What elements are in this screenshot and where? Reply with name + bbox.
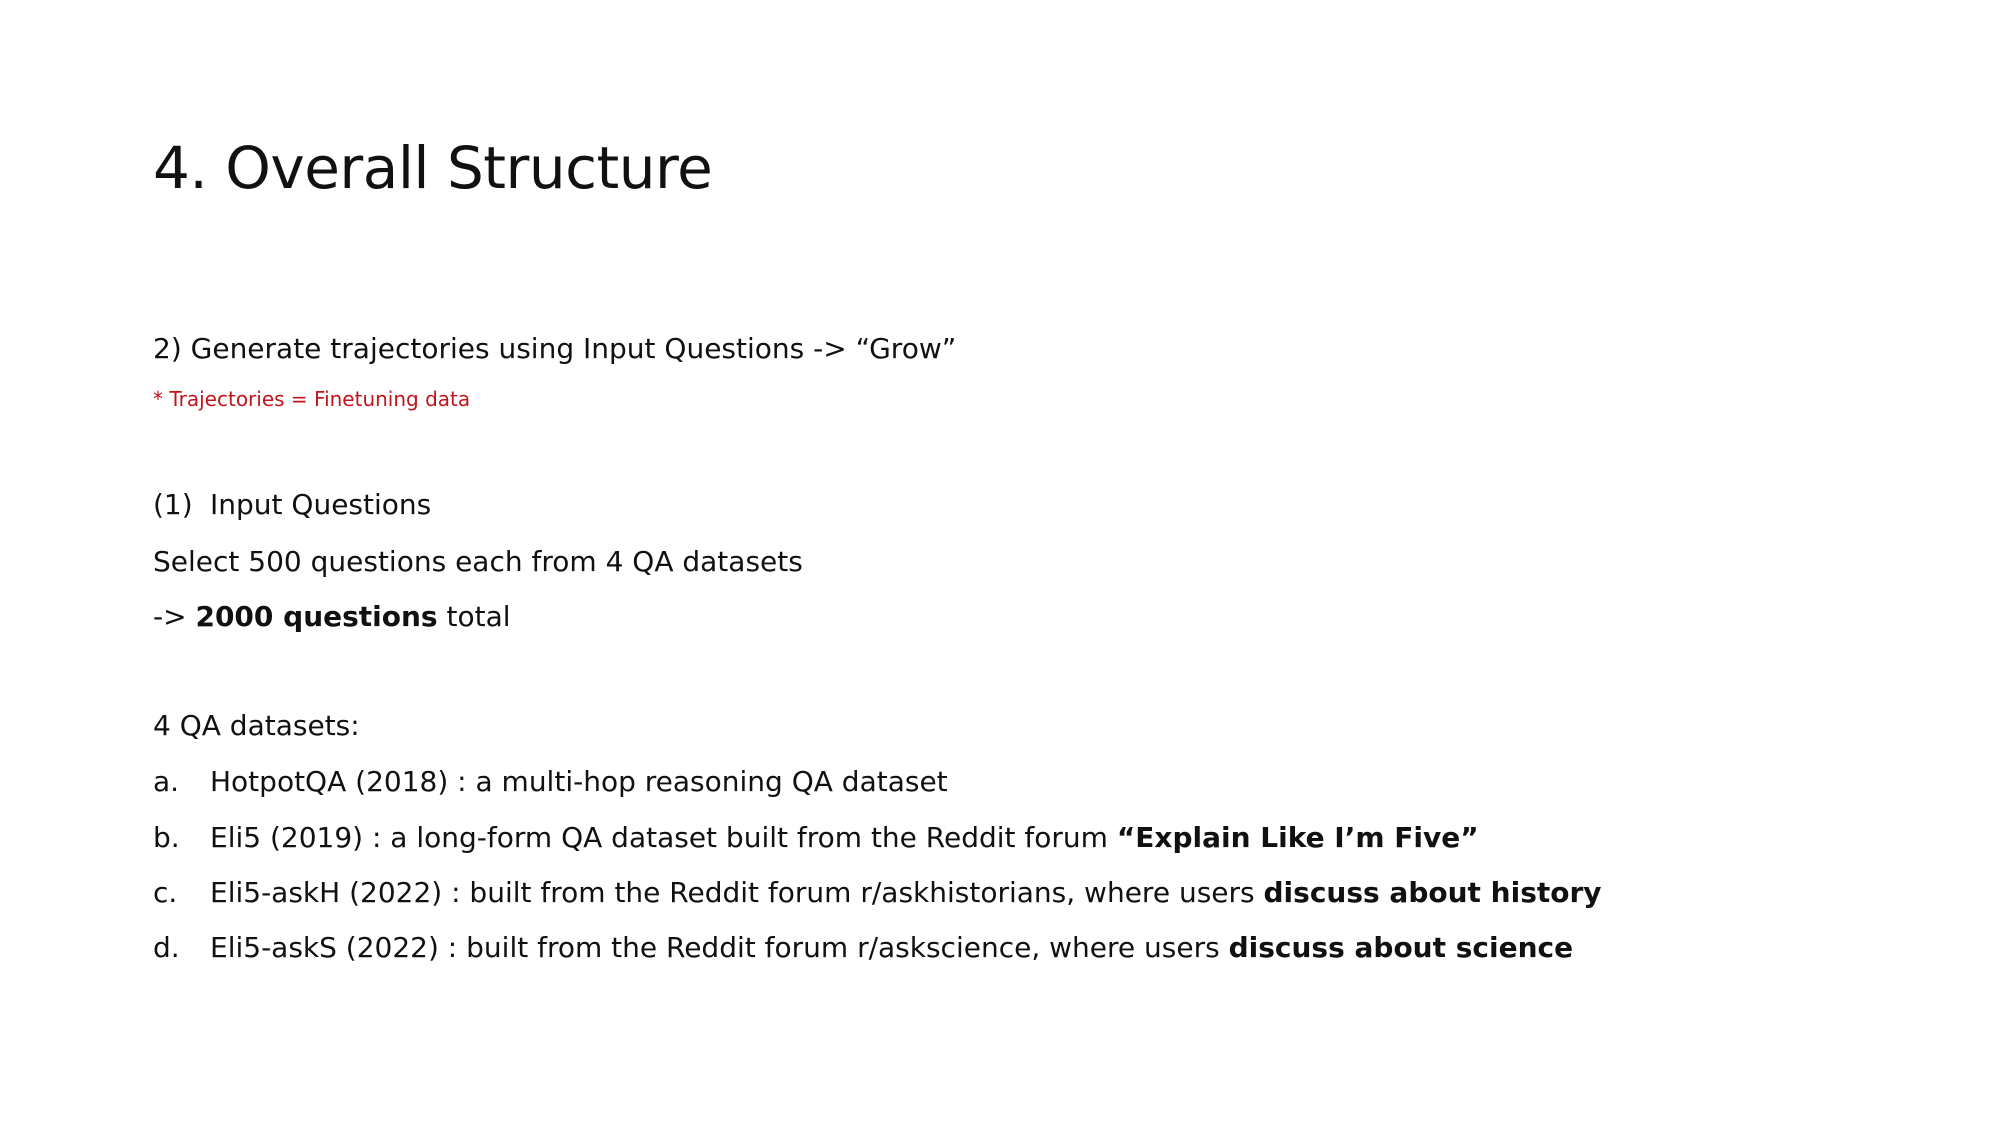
list-marker: a. xyxy=(153,765,180,798)
dataset-description: HotpotQA (2018) : a multi-hop reasoning QA dataset xyxy=(210,765,948,798)
dataset-emphasis: discuss about science xyxy=(1228,931,1574,964)
slide-title: 4. Overall Structure xyxy=(153,134,713,202)
dataset-emphasis: discuss about history xyxy=(1263,876,1602,909)
list-marker: (1) xyxy=(153,488,193,521)
total-prefix: -> xyxy=(153,600,196,633)
trajectories-note: * Trajectories = Finetuning data xyxy=(153,387,471,411)
total-count: 2000 questions xyxy=(195,600,438,633)
dataset-item-eli5-asks xyxy=(153,928,1573,968)
input-questions-heading xyxy=(153,485,431,525)
total-questions-line xyxy=(153,597,511,637)
input-questions-label: Input Questions xyxy=(210,488,432,521)
dataset-item-eli5 xyxy=(153,818,1479,858)
dataset-description: Eli5-askS (2022) : built from the Reddit forum r/askscience, where users xyxy=(210,931,1229,964)
dataset-description: Eli5-askH (2022) : built from the Reddit forum r/askhistorians, where users xyxy=(210,876,1264,909)
step-heading: 2) Generate trajectories using Input Questions -> “Grow” xyxy=(153,332,957,365)
list-marker: c. xyxy=(153,876,178,909)
dataset-emphasis: “Explain Like I’m Five” xyxy=(1116,821,1479,854)
list-marker: b. xyxy=(153,821,180,854)
dataset-item-eli5-askh xyxy=(153,873,1602,913)
dataset-item-hotpotqa xyxy=(153,762,948,802)
list-marker: d. xyxy=(153,931,180,964)
datasets-heading: 4 QA datasets: xyxy=(153,709,360,742)
dataset-description: Eli5 (2019) : a long-form QA dataset built from the Reddit forum xyxy=(210,821,1117,854)
select-questions-line: Select 500 questions each from 4 QA datasets xyxy=(153,545,803,578)
total-suffix: total xyxy=(437,600,511,633)
